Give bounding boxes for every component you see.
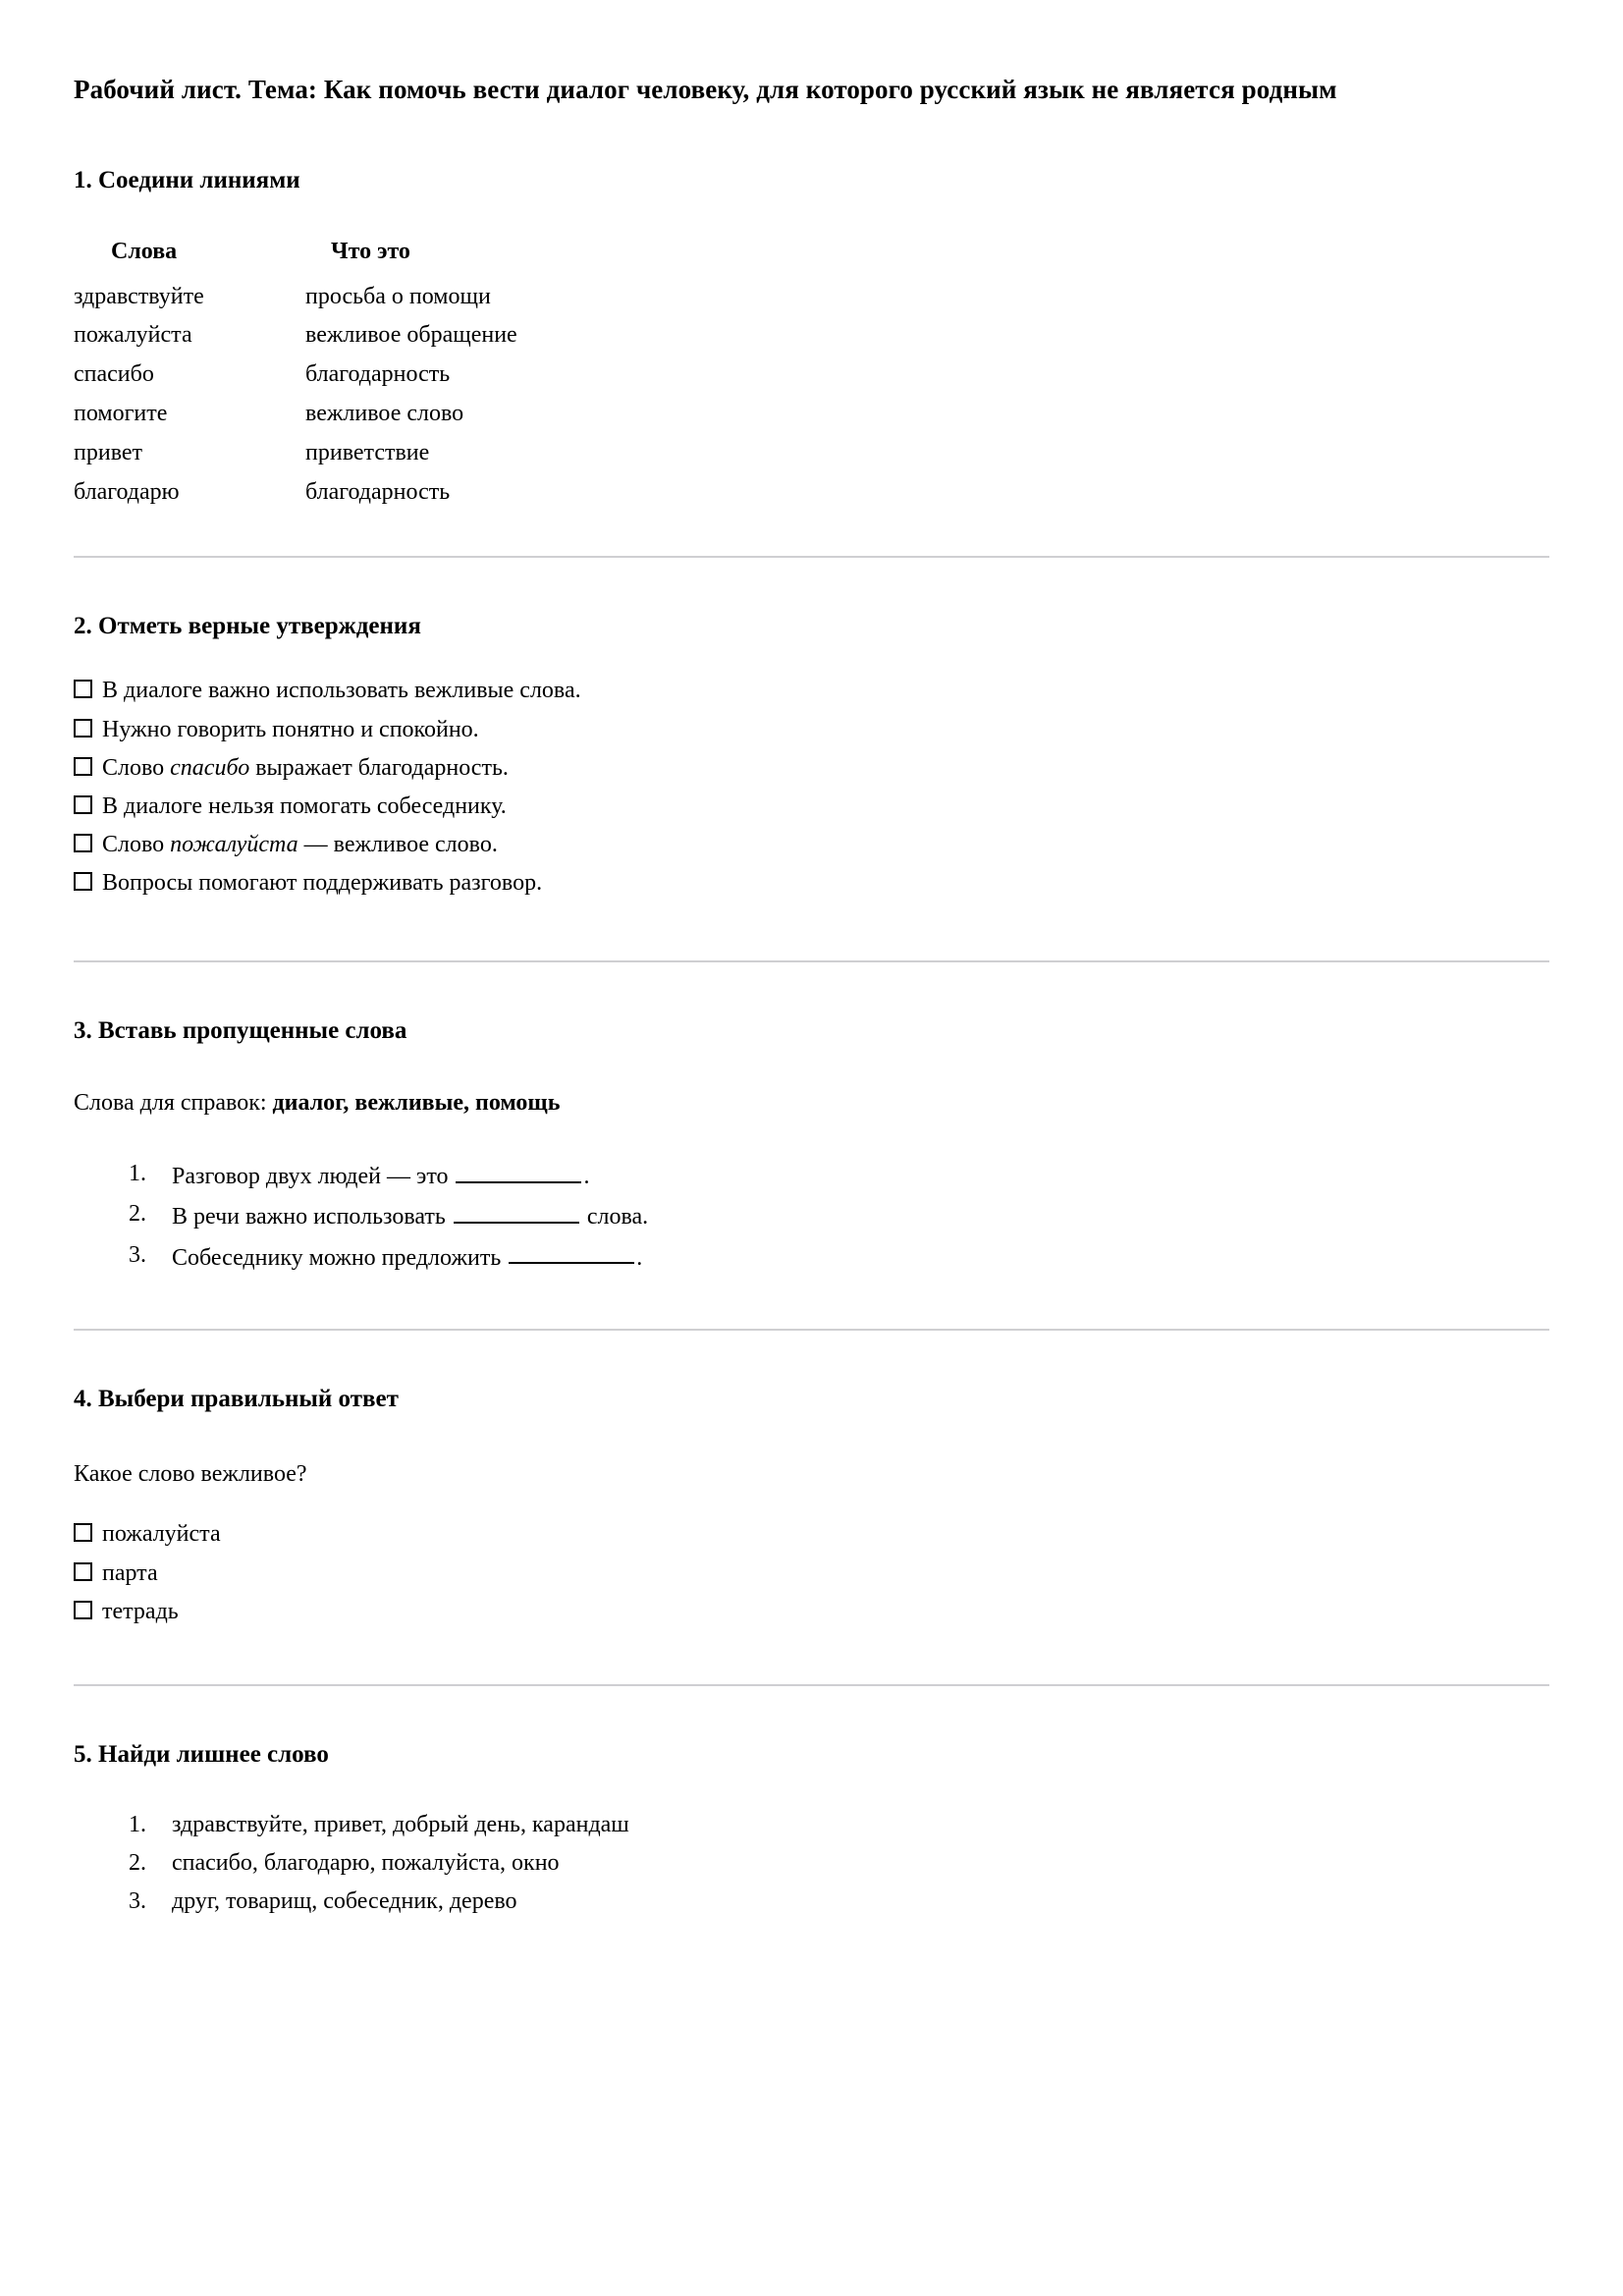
match-meaning[interactable]: просьба о помощи (305, 283, 491, 309)
sentence-after-blank: . (583, 1163, 590, 1189)
match-word[interactable]: пожалуйста (74, 322, 192, 349)
column-header-meaning: Что это (331, 238, 410, 264)
statement-text: В диалоге нельзя помогать собеседнику. (102, 793, 507, 819)
list-item[interactable] (74, 676, 1549, 706)
task-5-heading: 5. Найди лишнее слово (74, 1740, 329, 1768)
match-meaning[interactable]: благодарность (305, 479, 451, 506)
page-title: Рабочий лист. Тема: Как помочь вести диалог человеку, для которого русский язык не является родным (74, 75, 1337, 104)
emphasis-word: пожалуйста (170, 832, 298, 858)
sentence-before-blank: Разговор двух людей — это (172, 1163, 455, 1189)
list-item[interactable] (74, 868, 1549, 899)
reference-words-line (74, 1088, 1549, 1120)
task-4-option-list (74, 1519, 1549, 1627)
checkbox-icon[interactable] (74, 834, 92, 852)
sentence-before-blank: В речи важно использовать (172, 1204, 452, 1230)
emphasis-word: спасибо (170, 754, 250, 781)
sentence-after-blank: . (636, 1244, 643, 1271)
statement-text: Слово пожалуйста — вежливое слово. (102, 832, 498, 858)
option-label: парта (102, 1559, 158, 1586)
blank-field[interactable] (509, 1240, 634, 1265)
list-item[interactable] (74, 1519, 1549, 1550)
blank-field[interactable] (454, 1199, 579, 1224)
list-item[interactable]: друг, товарищ, собеседник, дерево (172, 1887, 517, 1914)
option-label: пожалуйста (102, 1521, 221, 1548)
section-divider (74, 1329, 1549, 1331)
match-meaning[interactable]: приветствие (305, 440, 430, 466)
option-label: тетрадь (102, 1598, 179, 1624)
checkbox-icon[interactable] (74, 1562, 92, 1581)
list-item[interactable] (74, 1597, 1549, 1627)
sentence-before-blank: Собеседнику можно предложить (172, 1244, 508, 1271)
checkbox-icon[interactable] (74, 719, 92, 738)
list-item[interactable] (172, 1159, 1549, 1192)
table-row[interactable] (74, 320, 517, 359)
list-item[interactable] (74, 792, 1549, 822)
list-item[interactable] (74, 753, 1549, 784)
checkbox-icon[interactable] (74, 680, 92, 698)
statement-text: Вопросы помогают поддерживать разговор. (102, 870, 543, 897)
match-word[interactable]: благодарю (74, 479, 180, 506)
section-divider (74, 960, 1549, 962)
sentence-after-blank: слова. (580, 1204, 649, 1230)
checkbox-icon[interactable] (74, 1523, 92, 1542)
matching-table (74, 237, 517, 517)
list-item[interactable] (74, 830, 1549, 860)
reference-words: диалог, вежливые, помощь (272, 1090, 561, 1117)
list-item[interactable]: здравствуйте, привет, добрый день, карандаш (172, 1812, 629, 1838)
match-word[interactable]: здравствуйте (74, 283, 204, 309)
table-row[interactable] (74, 438, 517, 477)
table-row[interactable] (74, 477, 517, 517)
blank-field[interactable] (456, 1159, 581, 1183)
section-divider (74, 1684, 1549, 1686)
list-item[interactable]: спасибо, благодарю, пожалуйста, окно (172, 1850, 560, 1877)
match-word[interactable]: спасибо (74, 361, 154, 388)
task-3-fill-in-list (74, 1159, 1549, 1274)
checkbox-icon[interactable] (74, 757, 92, 776)
match-word[interactable]: помогите (74, 401, 168, 427)
list-item[interactable] (74, 715, 1549, 745)
list-item[interactable] (172, 1240, 1549, 1274)
match-meaning[interactable]: вежливое слово (305, 401, 464, 427)
section-divider (74, 556, 1549, 558)
table-row[interactable] (74, 359, 517, 399)
table-row[interactable] (74, 282, 517, 321)
column-header-words: Слова (111, 238, 178, 264)
task-2-checkbox-list (74, 676, 1549, 899)
checkbox-icon[interactable] (74, 795, 92, 814)
statement-text: Слово спасибо выражает благодарность. (102, 754, 509, 781)
reference-label: Слова для справок: (74, 1090, 273, 1117)
table-row[interactable] (74, 399, 517, 438)
task-4-question: Какое слово вежливое? (74, 1460, 307, 1487)
checkbox-icon[interactable] (74, 872, 92, 891)
match-word[interactable]: привет (74, 440, 143, 466)
task-5-odd-one-out-list (74, 1810, 1549, 1917)
list-item[interactable] (172, 1199, 1549, 1232)
checkbox-icon[interactable] (74, 1601, 92, 1619)
table-header-row (74, 237, 517, 282)
match-meaning[interactable]: благодарность (305, 361, 451, 388)
task-2-heading: 2. Отметь верные утверждения (74, 612, 421, 639)
task-3-heading: 3. Вставь пропущенные слова (74, 1016, 407, 1044)
task-4-heading: 4. Выбери правильный ответ (74, 1386, 399, 1413)
statement-text: Нужно говорить понятно и спокойно. (102, 716, 479, 742)
list-item[interactable] (74, 1558, 1549, 1589)
task-1-heading: 1. Соедини линиями (74, 167, 300, 194)
statement-text: В диалоге важно использовать вежливые слова. (102, 678, 581, 704)
match-meaning[interactable]: вежливое обращение (305, 322, 517, 349)
